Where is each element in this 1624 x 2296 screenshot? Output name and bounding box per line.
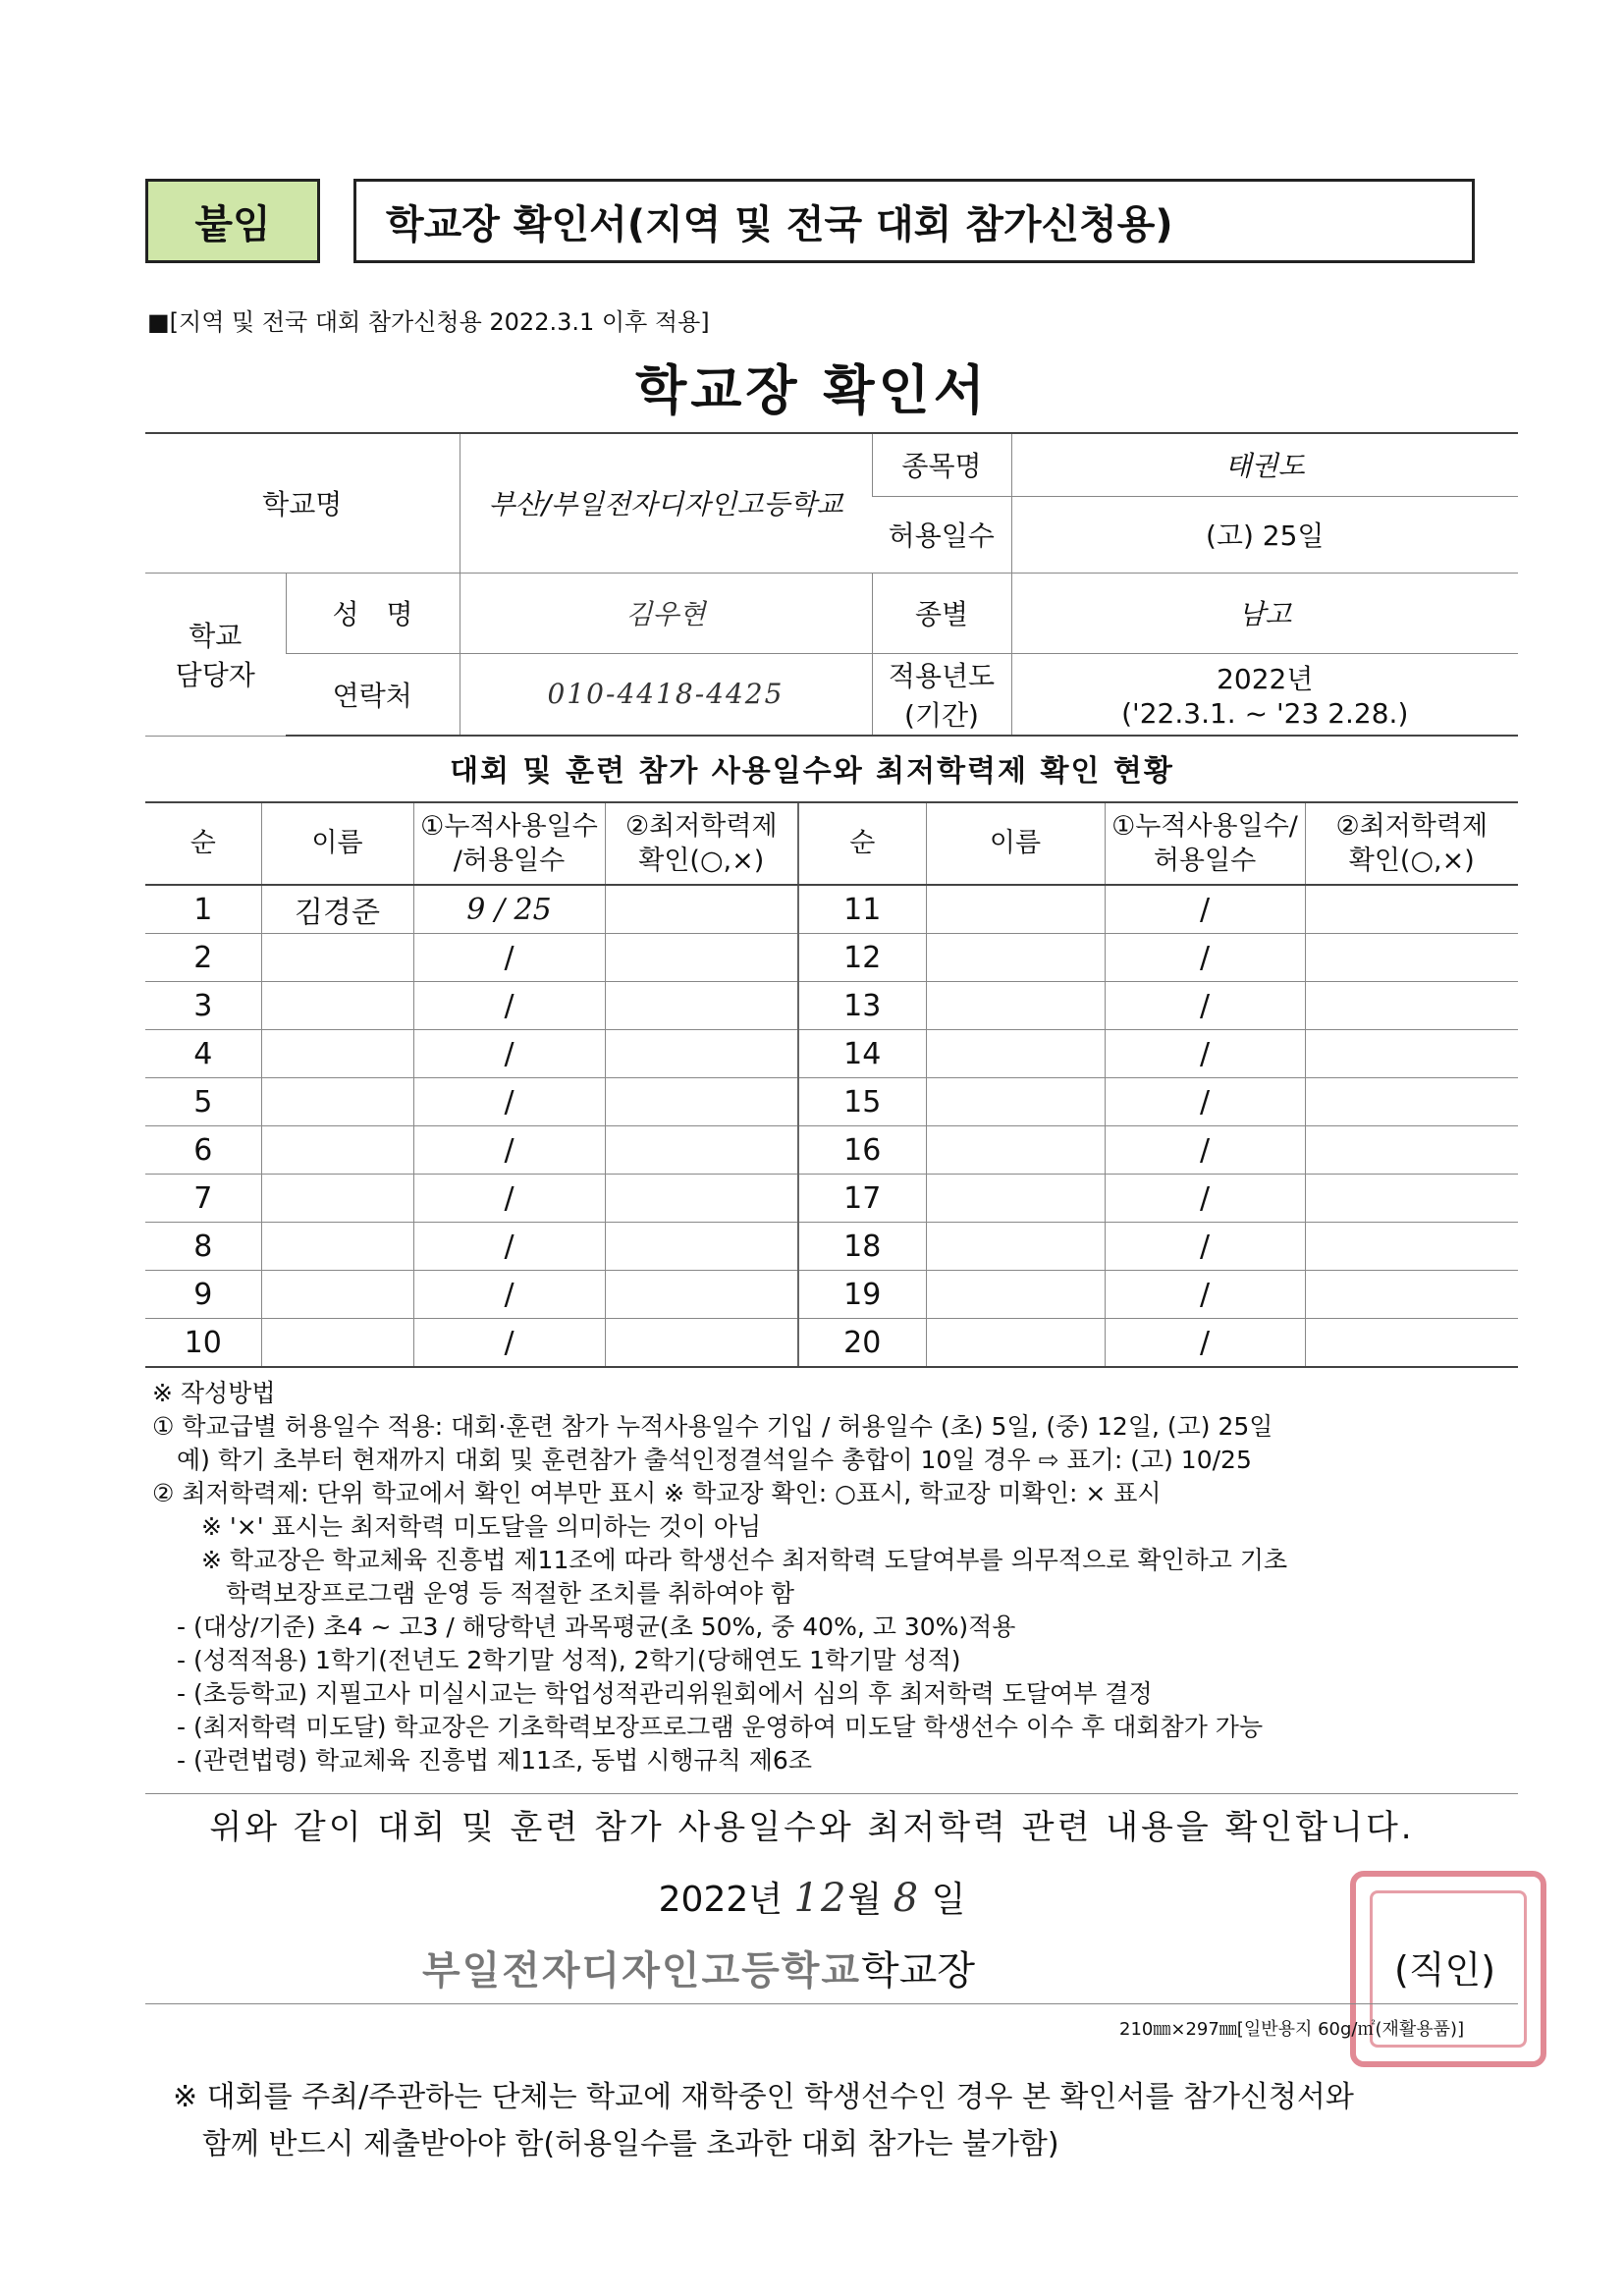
participation-table: [145, 801, 1518, 1368]
note-line: - (성적적용) 1학기(전년도 2학기말 성적), 2학기(당해연도 1학기말 성적): [152, 1646, 961, 1674]
footer-line: ※ 대회를 주최/주관하는 단체는 학교에 재학중인 학생선수인 경우 본 확인서를 참가신청서와: [173, 2080, 1354, 2114]
row-used-days: /: [413, 1319, 605, 1368]
manager-name-handwritten: 김우현: [460, 573, 872, 653]
section-title: 대회 및 훈련 참가 사용일수와 최저학력제 확인 현황: [450, 754, 1174, 789]
divider-line: [145, 1793, 1518, 1794]
table-row: [145, 1223, 1518, 1271]
row-used-days: /: [413, 934, 605, 982]
row-name-right: [926, 1126, 1105, 1175]
note-line: 예) 학기 초부터 현재까지 대회 및 훈련참가 출석인정결석일수 총합이 10일 경우 ⇨ 표기: (고) 10/25: [152, 1446, 1252, 1474]
header-used-days: [413, 802, 605, 885]
header-no-right: 순: [798, 802, 926, 885]
row-academic-check: [605, 1271, 798, 1319]
manager-label-line2: 담당자: [175, 659, 255, 691]
row-used-days-right: /: [1105, 885, 1305, 934]
table-row: [145, 982, 1518, 1030]
note-line: ① 학교급별 허용일수 적용: 대회·훈련 참가 누적사용일수 기입 / 허용일수 (초) 5일, (중) 12일, (고) 25일: [152, 1412, 1273, 1441]
row-academic-check-right: [1305, 934, 1518, 982]
form-title-box: 학교장 확인서(지역 및 전국 대회 참가신청용): [353, 179, 1475, 263]
manager-label-line1: 학교: [189, 620, 243, 652]
row-academic-check-right: [1305, 1078, 1518, 1126]
row-no: 1: [145, 885, 261, 934]
header-used-r-line2: 허용일수: [1153, 846, 1257, 876]
table-row: [145, 1319, 1518, 1368]
table-row: [145, 1175, 1518, 1223]
year-value: [1011, 653, 1518, 736]
row-no-right: 11: [798, 885, 926, 934]
info-table: [145, 432, 1518, 737]
row-name-right: [926, 1271, 1105, 1319]
school-name-stamp: 부일전자디자인고등학교: [422, 1947, 862, 1994]
row-no: 10: [145, 1319, 261, 1368]
header-academic-right: [1305, 802, 1518, 885]
row-used-days: /: [413, 982, 605, 1030]
row-used-days-right: /: [1105, 1223, 1305, 1271]
note-line: ※ 학교장은 학교체육 진흥법 제11조에 따라 학생선수 최저학력 도달여부를 의무적으로 확인하고 기초: [152, 1546, 1288, 1574]
row-used-days: /: [413, 1030, 605, 1078]
row-name: [261, 1126, 413, 1175]
row-name-right: [926, 1078, 1105, 1126]
row-name-right: [926, 1223, 1105, 1271]
date-day-handwritten: 8: [893, 1876, 921, 1921]
row-name-right: [926, 1319, 1105, 1368]
header-used-r-line1: ①누적사용일수/: [1111, 810, 1298, 842]
row-no: 6: [145, 1126, 261, 1175]
header-acad-r-line2: 확인(○,×): [1348, 846, 1475, 876]
row-academic-check-right: [1305, 1271, 1518, 1319]
table-row: [145, 1078, 1518, 1126]
year-value-line2: ('22.3.1. ~ '23 2.28.): [1121, 697, 1409, 731]
confirmation-statement: 위와 같이 대회 및 훈련 참가 사용일수와 최저학력 관련 내용을 확인합니다.: [209, 1808, 1415, 1847]
note-line: ※ 작성방법: [152, 1379, 276, 1407]
date-year: 2022년: [658, 1880, 784, 1920]
row-used-days: /: [413, 1126, 605, 1175]
row-academic-check-right: [1305, 1126, 1518, 1175]
row-no-right: 13: [798, 982, 926, 1030]
table-row: [145, 1126, 1518, 1175]
header-no: 순: [145, 802, 261, 885]
row-no: 8: [145, 1223, 261, 1271]
row-no-right: 17: [798, 1175, 926, 1223]
row-name: [261, 1223, 413, 1271]
header-used-line1: ①누적사용일수: [420, 810, 598, 842]
gender-label: 종별: [872, 573, 1011, 653]
header-acad-line2: 확인(○,×): [638, 846, 765, 876]
contact-label: 연락처: [286, 653, 460, 736]
gender-value: 남고: [1011, 573, 1518, 653]
divider-line-bottom: [145, 2003, 1518, 2004]
principal-signature: [422, 1940, 975, 1995]
row-used-days: /: [413, 1271, 605, 1319]
sport-label: 종목명: [872, 433, 1011, 496]
attachment-tag: 붙임: [145, 179, 320, 263]
row-name: [261, 1271, 413, 1319]
document-title: 학교장 확인서: [635, 359, 989, 421]
row-no-right: 12: [798, 934, 926, 982]
name-label: 성 명: [286, 573, 460, 653]
year-label: [872, 653, 1011, 736]
row-academic-check: [605, 982, 798, 1030]
row-no: 9: [145, 1271, 261, 1319]
note-line: - (대상/기준) 초4 ~ 고3 / 해당학년 과목평균(초 50%, 중 40%, 고 30%)적용: [152, 1613, 1016, 1641]
date-day-unit: 일: [931, 1880, 966, 1920]
row-used-days-right: /: [1105, 1126, 1305, 1175]
header-name-right: 이름: [926, 802, 1105, 885]
row-used-days: /: [413, 1175, 605, 1223]
year-label-line2: (기간): [904, 698, 979, 732]
row-name-right: [926, 934, 1105, 982]
row-academic-check-right: [1305, 1319, 1518, 1368]
row-academic-check: [605, 934, 798, 982]
header-used-line2: /허용일수: [453, 846, 566, 876]
row-academic-check-right: [1305, 885, 1518, 934]
row-used-days: /: [413, 1223, 605, 1271]
row-used-days-right: /: [1105, 982, 1305, 1030]
row-academic-check: [605, 1078, 798, 1126]
row-name: 김경준: [261, 885, 413, 934]
row-no-right: 15: [798, 1078, 926, 1126]
note-line: - (초등학교) 지필고사 미실시교는 학업성적관리위원회에서 심의 후 최저학력 도달여부 결정: [152, 1679, 1153, 1708]
row-no: 2: [145, 934, 261, 982]
row-name-right: [926, 1175, 1105, 1223]
row-used-days-right: /: [1105, 1271, 1305, 1319]
writing-instructions: [152, 1377, 1527, 1777]
row-name: [261, 1030, 413, 1078]
row-academic-check-right: [1305, 1175, 1518, 1223]
paper-spec: 210㎜×297㎜[일반용지 60g/㎡(재활용품)]: [1119, 2019, 1465, 2040]
date-month-handwritten: 12: [793, 1876, 848, 1921]
sport-value: 태권도: [1011, 433, 1518, 496]
row-used-days-right: /: [1105, 1319, 1305, 1368]
row-no-right: 16: [798, 1126, 926, 1175]
days-label: 허용일수: [872, 496, 1011, 573]
row-used-days-right: /: [1105, 934, 1305, 982]
row-no: 4: [145, 1030, 261, 1078]
school-value: 부산/부일전자디자인고등학교: [460, 433, 872, 573]
row-name: [261, 1078, 413, 1126]
note-line: ※ '×' 표시는 최저학력 미도달을 의미하는 것이 아님: [152, 1512, 762, 1541]
row-academic-check-right: [1305, 1223, 1518, 1271]
row-academic-check: [605, 1319, 798, 1368]
row-name-right: [926, 982, 1105, 1030]
header-academic: [605, 802, 798, 885]
row-no: 7: [145, 1175, 261, 1223]
footer-line: 함께 반드시 제출받아야 함(허용일수를 초과한 대회 참가는 불가함): [173, 2127, 1059, 2161]
row-used-days: 9 / 25: [413, 885, 605, 934]
row-no-right: 20: [798, 1319, 926, 1368]
table-row: [145, 934, 1518, 982]
row-no: 5: [145, 1078, 261, 1126]
row-name: [261, 934, 413, 982]
row-name: [261, 982, 413, 1030]
manager-label: [145, 573, 286, 736]
note-line: - (최저학력 미도달) 학교장은 기초학력보장프로그램 운영하여 미도달 학생선수 이수 후 대회참가 가능: [152, 1713, 1264, 1741]
year-value-line1: 2022년: [1217, 663, 1314, 696]
row-academic-check: [605, 1175, 798, 1223]
footer-note: [173, 2074, 1354, 2168]
row-no: 3: [145, 982, 261, 1030]
note-line: 학력보장프로그램 운영 등 적절한 조치를 취하여야 함: [152, 1579, 794, 1608]
row-name-right: [926, 1030, 1105, 1078]
row-academic-check-right: [1305, 1030, 1518, 1078]
row-academic-check: [605, 1030, 798, 1078]
note-line: ② 최저학력제: 단위 학교에서 확인 여부만 표시 ※ 학교장 확인: ○표시, 학교장 미확인: × 표시: [152, 1479, 1162, 1507]
table-row: [145, 1271, 1518, 1319]
seal-label: (직인): [1394, 1948, 1496, 1992]
row-no-right: 19: [798, 1271, 926, 1319]
row-no-right: 14: [798, 1030, 926, 1078]
row-name: [261, 1175, 413, 1223]
row-used-days-right: /: [1105, 1030, 1305, 1078]
row-no-right: 18: [798, 1223, 926, 1271]
row-used-days-right: /: [1105, 1078, 1305, 1126]
row-academic-check: [605, 1126, 798, 1175]
table-header-row: [145, 802, 1518, 885]
principal-role: 학교장: [861, 1948, 975, 1994]
header-acad-line1: ②최저학력제: [624, 810, 778, 842]
days-value: (고) 25일: [1011, 496, 1518, 573]
year-label-line1: 적용년도: [888, 659, 996, 692]
applicability-note: ■[지역 및 전국 대회 참가신청용 2022.3.1 이후 적용]: [147, 308, 710, 336]
row-academic-check: [605, 1223, 798, 1271]
row-academic-check: [605, 885, 798, 934]
row-academic-check-right: [1305, 982, 1518, 1030]
row-used-days: /: [413, 1078, 605, 1126]
date-month-unit: 월: [847, 1880, 883, 1920]
header-name: 이름: [261, 802, 413, 885]
table-row: [145, 1030, 1518, 1078]
header-acad-r-line1: ②최저학력제: [1335, 810, 1489, 842]
table-row: [145, 885, 1518, 934]
contact-value-handwritten: 010-4418-4425: [460, 653, 872, 736]
header-used-days-right: [1105, 802, 1305, 885]
row-name: [261, 1319, 413, 1368]
row-name-right: [926, 885, 1105, 934]
row-used-days-right: /: [1105, 1175, 1305, 1223]
note-line: - (관련법령) 학교체육 진흥법 제11조, 동법 시행규칙 제6조: [152, 1746, 812, 1775]
school-label: 학교명: [145, 433, 460, 573]
